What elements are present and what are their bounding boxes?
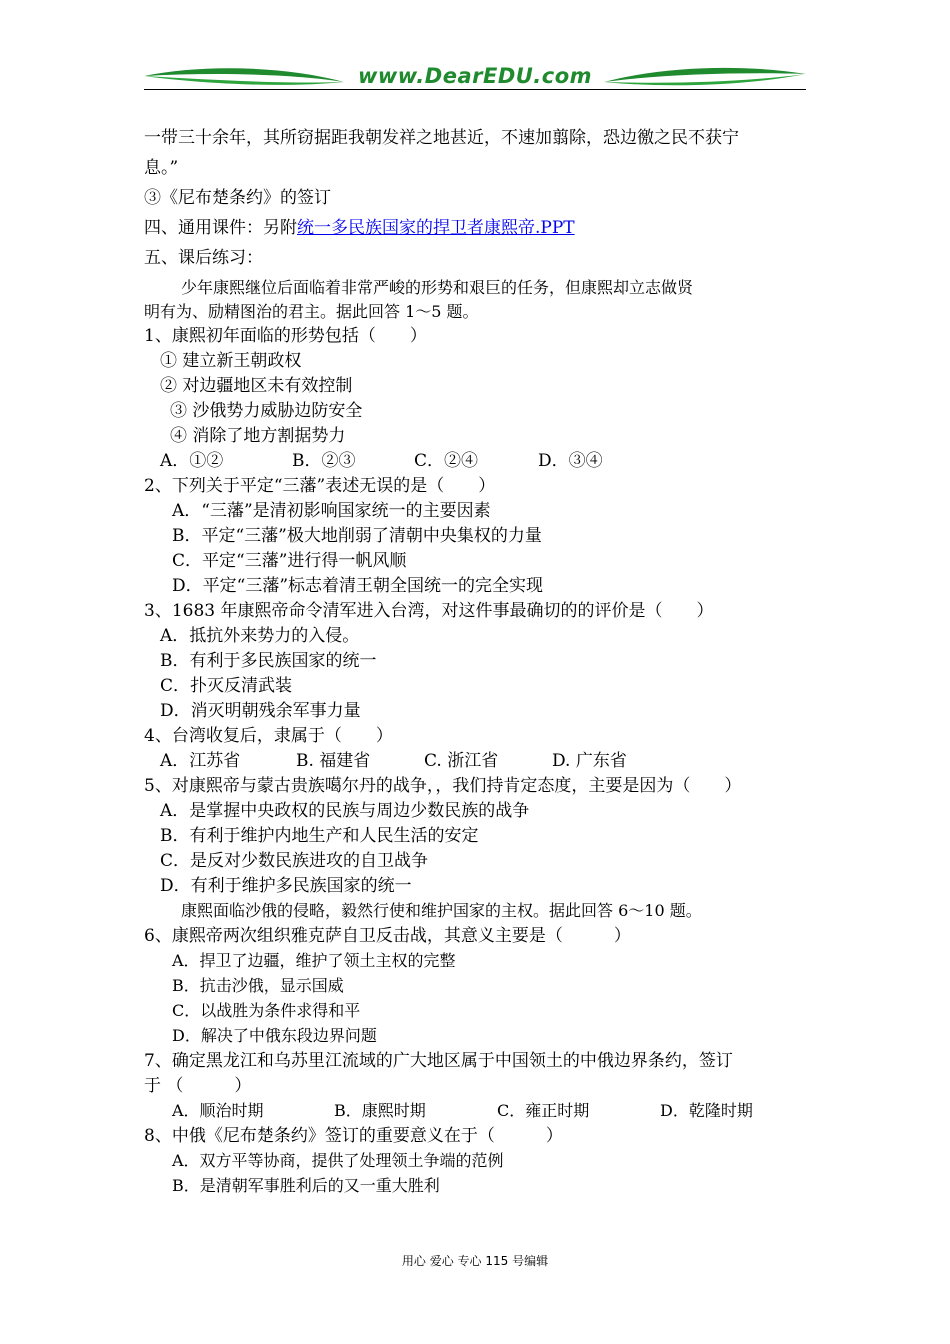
- passage1-line-2: 明有为、励精图治的君主。据此回答 1～5 题。: [144, 302, 479, 321]
- q1-option-c: C．②④: [414, 451, 479, 471]
- q3-option-b: B．有利于多民族国家的统一: [160, 651, 377, 671]
- q3-option-a: A．抵抗外来势力的入侵。: [160, 626, 360, 646]
- header-divider: [144, 89, 806, 90]
- q1-option-a: A．①②: [160, 451, 224, 471]
- q3-stem: 3、1683 年康熙帝命令清军进入台湾，对这件事最确切的的评价是（ ）: [144, 601, 714, 621]
- q3-option-d: D．消灭明朝残余军事力量: [160, 701, 361, 721]
- exercise-heading: 五、课后练习：: [144, 248, 263, 268]
- q7-option-d: D．乾隆时期: [660, 1101, 753, 1120]
- quote-line-1: 一带三十余年，其所窃据距我朝发祥之地甚近，不速加翦除，恐边徼之民不获宁: [144, 128, 739, 148]
- q2-stem: 2、下列关于平定“三藩”表述无误的是（ ）: [144, 476, 496, 496]
- q4-option-a: A．江苏省: [160, 751, 241, 771]
- q1-item-4: ④ 消除了地方割据势力: [170, 426, 346, 446]
- q2-option-a: A．“三藩”是清初影响国家统一的主要因素: [172, 501, 491, 521]
- q7-option-c: C．雍正时期: [497, 1101, 590, 1120]
- q6-option-d: D．解决了中俄东段边界问题: [172, 1026, 377, 1045]
- q5-option-d: D．有利于维护多民族国家的统一: [160, 876, 412, 896]
- q8-stem: 8、中俄《尼布楚条约》签订的重要意义在于（ ）: [144, 1126, 563, 1146]
- q6-option-a: A．捍卫了边疆，维护了领土主权的完整: [172, 951, 456, 970]
- q5-option-c: C．是反对少数民族进攻的自卫战争: [160, 851, 429, 871]
- q1-option-b: B．②③: [292, 451, 356, 471]
- quote-line-2: 息。”: [144, 158, 179, 178]
- q4-option-d: D. 广东省: [552, 751, 627, 771]
- courseware-link[interactable]: 统一多民族国家的捍卫者康熙帝.PPT: [297, 218, 575, 238]
- q4-option-c: C. 浙江省: [424, 751, 499, 771]
- page-footer: 用心 爱心 专心 115 号编辑: [401, 1254, 549, 1268]
- q1-item-3: ③ 沙俄势力威胁边防安全: [170, 401, 363, 421]
- q2-option-d: D．平定“三藩”标志着清王朝全国统一的完全实现: [172, 576, 544, 596]
- q7-stem-line-2: 于 （ ）: [144, 1076, 252, 1096]
- courseware-prefix: 四、通用课件：另附: [144, 218, 297, 238]
- q8-option-a: A．双方平等协商，提供了处理领土争端的范例: [172, 1151, 504, 1170]
- q5-stem: 5、对康熙帝与蒙古贵族噶尔丹的战争，，我们持肯定态度，主要是因为（ ）: [144, 776, 742, 796]
- q2-option-b: B．平定“三藩”极大地削弱了清朝中央集权的力量: [172, 526, 542, 546]
- q1-stem: 1、康熙初年面临的形势包括（ ）: [144, 326, 427, 346]
- q5-option-a: A．是掌握中央政权的民族与周边少数民族的战争: [160, 801, 530, 821]
- q1-option-d: D．③④: [538, 451, 603, 471]
- q3-option-c: C．扑灭反清武装: [160, 676, 293, 696]
- q4-option-b: B. 福建省: [296, 751, 371, 771]
- q7-option-a: A．顺治时期: [172, 1101, 264, 1120]
- q7-option-b: B．康熙时期: [334, 1101, 426, 1120]
- treaty-item: ③《尼布楚条约》的签订: [144, 188, 331, 208]
- q5-option-b: B．有利于维护内地生产和人民生活的安定: [160, 826, 479, 846]
- q1-item-1: ① 建立新王朝政权: [160, 351, 302, 371]
- q2-option-c: C．平定“三藩”进行得一帆风顺: [172, 551, 407, 571]
- courseware-line: [144, 217, 575, 239]
- q1-item-2: ② 对边疆地区未有效控制: [160, 376, 353, 396]
- passage1-line-1: 少年康熙继位后面临着非常严峻的形势和艰巨的任务，但康熙却立志做贤: [181, 278, 694, 297]
- q7-stem-line-1: 7、确定黑龙江和乌苏里江流域的广大地区属于中国领土的中俄边界条约，签订: [144, 1051, 733, 1071]
- passage2-line-1: 康熙面临沙俄的侵略，毅然行使和维护国家的主权。据此回答 6～10 题。: [181, 901, 702, 920]
- site-logo-text: www.DearEDU.com: [357, 64, 593, 88]
- q6-stem: 6、康熙帝两次组织雅克萨自卫反击战，其意义主要是（ ）: [144, 926, 631, 946]
- q8-option-b: B．是清朝军事胜利后的又一重大胜利: [172, 1176, 440, 1195]
- q6-option-b: B．抗击沙俄，显示国威: [172, 976, 344, 995]
- q4-stem: 4、台湾收复后，隶属于（ ）: [144, 726, 393, 746]
- q6-option-c: C．以战胜为条件求得和平: [172, 1001, 361, 1020]
